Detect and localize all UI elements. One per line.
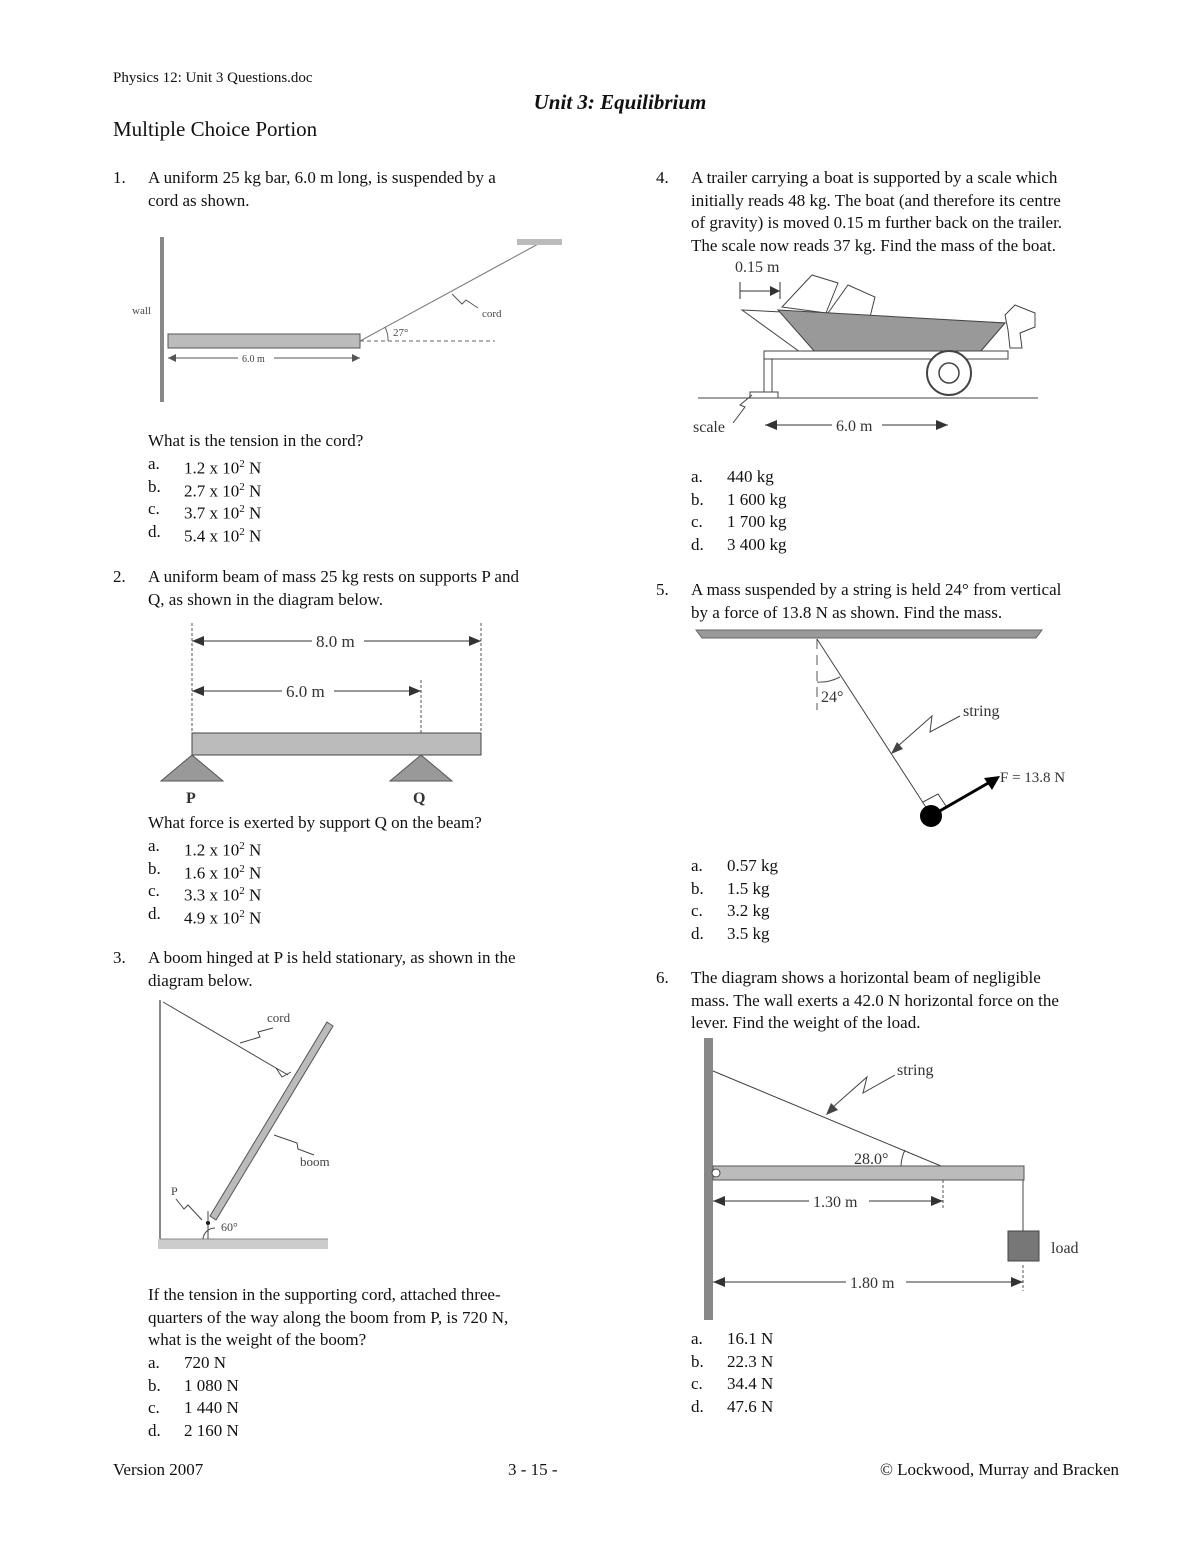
beam <box>713 1166 1024 1180</box>
shift-arrowhead <box>770 286 780 296</box>
length-label: 6.0 m <box>242 354 265 365</box>
support-p-label: P <box>186 790 196 807</box>
option-b[interactable]: b. 2.7 x $10^2$ N <box>148 476 262 501</box>
hinge-pin <box>712 1169 720 1177</box>
options-q3 <box>148 1352 348 1442</box>
option-b[interactable]: b. 1 080 N <box>148 1375 239 1395</box>
subquestion-1: What is the tension in the cord? <box>148 431 364 450</box>
option-c[interactable]: c. 3.7 x $10^2$ N <box>148 499 262 523</box>
string-label: string <box>897 1062 934 1079</box>
options-q4 <box>691 466 891 556</box>
boat-hull <box>778 310 1005 352</box>
question-text-line: A uniform 25 kg bar, 6.0 m long, is suspended by a <box>148 168 496 187</box>
question-text-line: diagram below. <box>148 970 253 990</box>
question-text-line: A trailer carrying a boat is supported by a scale which <box>691 168 1058 187</box>
angle-label: 27° <box>393 327 409 339</box>
option-d[interactable]: d. 5.4 x $10^2$ N <box>148 521 262 546</box>
cord-label: cord <box>267 1010 291 1025</box>
option-c[interactable]: c. 1 700 kg <box>691 512 787 532</box>
subquestion-line: If the tension in the supporting cord, attached three- <box>148 1285 501 1304</box>
question-number: 5. <box>656 580 669 599</box>
string-line <box>713 1071 941 1166</box>
angle-label: 24° <box>821 689 844 706</box>
question-text-line: A boom hinged at P is held stationary, as shown in the <box>148 948 516 967</box>
question-text-line: A uniform beam of mass 25 kg rests on supports P and <box>148 567 519 586</box>
cord-pointer <box>240 1028 273 1043</box>
cord-pointer <box>452 294 478 308</box>
shift-label: 0.15 m <box>735 259 780 276</box>
dimension-label-1-30: 1.30 m <box>813 1194 858 1211</box>
footer-copyright: © Lockwood, Murray and Bracken <box>879 1460 1119 1479</box>
document-filename: Physics 12: Unit 3 Questions.doc <box>113 70 313 86</box>
load-label: load <box>1051 1240 1079 1257</box>
beam <box>192 733 481 755</box>
options-q2 <box>148 835 348 928</box>
ceiling-mount <box>517 239 562 245</box>
dimension-label-1-80: 1.80 m <box>850 1275 895 1292</box>
option-d[interactable]: d. 2 160 N <box>148 1420 239 1440</box>
trailer-frame <box>764 351 1008 359</box>
option-d[interactable]: d. 47.6 N <box>691 1396 774 1416</box>
option-d[interactable]: d. 3 400 kg <box>691 534 787 554</box>
cord-label: cord <box>482 308 502 320</box>
scale-pad <box>750 392 778 398</box>
question-text-line: cord as shown. <box>148 190 250 210</box>
load-block <box>1008 1231 1039 1261</box>
diagram-q5-pendulum <box>690 622 1090 832</box>
wall-label: wall <box>132 305 151 317</box>
force-vector <box>931 782 990 816</box>
option-d[interactable]: d. 3.5 kg <box>691 923 770 943</box>
floor <box>158 1239 328 1249</box>
partial-length-label: 6.0 m <box>286 682 325 701</box>
option-a[interactable]: a. 720 N <box>148 1353 227 1372</box>
question-text-line: Q, as shown in the diagram below. <box>148 589 383 609</box>
hinge-arc <box>203 1228 215 1239</box>
options-q5 <box>691 855 891 945</box>
option-b[interactable]: b. 1.5 kg <box>691 878 770 898</box>
hinge-label: P <box>171 1184 178 1198</box>
support-q <box>390 755 452 781</box>
diagram-q3-boom <box>150 995 340 1260</box>
force-label: F = 13.8 N <box>1000 770 1066 786</box>
angle-arc <box>385 327 388 341</box>
option-b[interactable]: b. 1.6 x $10^2$ N <box>148 858 262 883</box>
question-text-line: The diagram shows a horizontal beam of negligible <box>691 968 1041 987</box>
question-text-line: by a force of 13.8 N as shown. Find the mass. <box>691 602 1003 622</box>
page-title: Unit 3: Equilibrium <box>533 90 707 114</box>
option-c[interactable]: c. 3.3 x $10^2$ N <box>148 881 262 905</box>
string-line <box>817 639 931 815</box>
question-text-line: initially reads 48 kg. The boat (and therefore its centre <box>691 190 1061 210</box>
boat-windshield <box>782 275 838 313</box>
outboard-motor <box>1005 305 1035 348</box>
question-text-line: A mass suspended by a string is held 24° from vertical <box>691 580 1062 599</box>
ceiling-bar <box>696 630 1042 638</box>
option-c[interactable]: c. 1 440 N <box>148 1398 239 1418</box>
string-pointer <box>898 716 960 746</box>
question-number: 1. <box>113 168 126 187</box>
subquestion-3 <box>148 1284 508 1352</box>
subquestion-line: what is the weight of the boom? <box>148 1330 367 1350</box>
hinge-pointer <box>176 1199 202 1220</box>
option-a[interactable]: a. 0.57 kg <box>691 856 778 875</box>
trailer-jack <box>764 359 772 397</box>
option-c[interactable]: c. 3.2 kg <box>691 901 770 921</box>
length-label: 6.0 m <box>836 418 873 435</box>
scale-pointer <box>733 395 752 423</box>
total-length-label: 8.0 m <box>316 632 355 651</box>
boom-pointer <box>274 1135 314 1155</box>
option-c[interactable]: c. 34.4 N <box>691 1374 774 1394</box>
support-q-label: Q <box>413 790 426 807</box>
question-text-line: of gravity) is moved 0.15 m further back on the trailer. <box>691 213 1063 232</box>
option-b[interactable]: b. 22.3 N <box>691 1351 774 1371</box>
option-a[interactable]: a. 1.2 x $10^2$ N <box>148 454 262 478</box>
angle-label: 28.0° <box>854 1151 889 1168</box>
wall <box>704 1038 713 1320</box>
question-number: 4. <box>656 168 669 187</box>
footer-version: Version 2007 <box>113 1460 204 1479</box>
angle-arc <box>901 1150 905 1166</box>
subquestion-line: quarters of the way along the boom from P, is 720 N, <box>148 1307 509 1327</box>
question-number: 6. <box>656 968 669 987</box>
boom-label: boom <box>300 1154 330 1169</box>
option-a[interactable]: a. 16.1 N <box>691 1329 774 1348</box>
option-a[interactable]: a. 1.2 x $10^2$ N <box>148 836 262 860</box>
question-text-line: lever. Find the weight of the load. <box>691 1013 921 1032</box>
string-pointer <box>833 1075 895 1107</box>
option-d[interactable]: d. 4.9 x $10^2$ N <box>148 903 262 928</box>
options-q1 <box>148 453 348 546</box>
right-angle-mark <box>923 794 946 806</box>
support-p <box>161 755 223 781</box>
boom-rod <box>210 1022 333 1220</box>
uniform-bar <box>168 334 360 348</box>
diagram-q2-beam-supports <box>155 618 500 810</box>
option-a[interactable]: a. 440 kg <box>691 467 774 486</box>
question-text-line: mass. The wall exerts a 42.0 N horizontal force on the <box>691 990 1059 1010</box>
question-number: 3. <box>113 948 126 967</box>
option-b[interactable]: b. 1 600 kg <box>691 489 787 509</box>
subquestion-2: What force is exerted by support Q on the beam? <box>148 813 482 832</box>
string-label: string <box>963 703 1000 720</box>
footer-page-number: 3 - 15 - <box>508 1460 558 1479</box>
diagram-q1-bar-and-cord <box>120 230 570 410</box>
options-q6 <box>691 1328 891 1418</box>
wheel-hub <box>939 363 959 383</box>
question-text-line: The scale now reads 37 kg. Find the mass of the boat. <box>691 235 1056 255</box>
scale-label: scale <box>693 419 725 436</box>
question-number: 2. <box>113 567 126 586</box>
cord-line <box>360 243 540 341</box>
angle-label: 60° <box>221 1220 238 1234</box>
diagram-q6-horizontal-beam <box>695 1035 1095 1325</box>
diagram-q4-boat-trailer <box>690 255 1050 440</box>
angle-arc <box>817 677 840 682</box>
section-heading: Multiple Choice Portion <box>113 117 318 141</box>
